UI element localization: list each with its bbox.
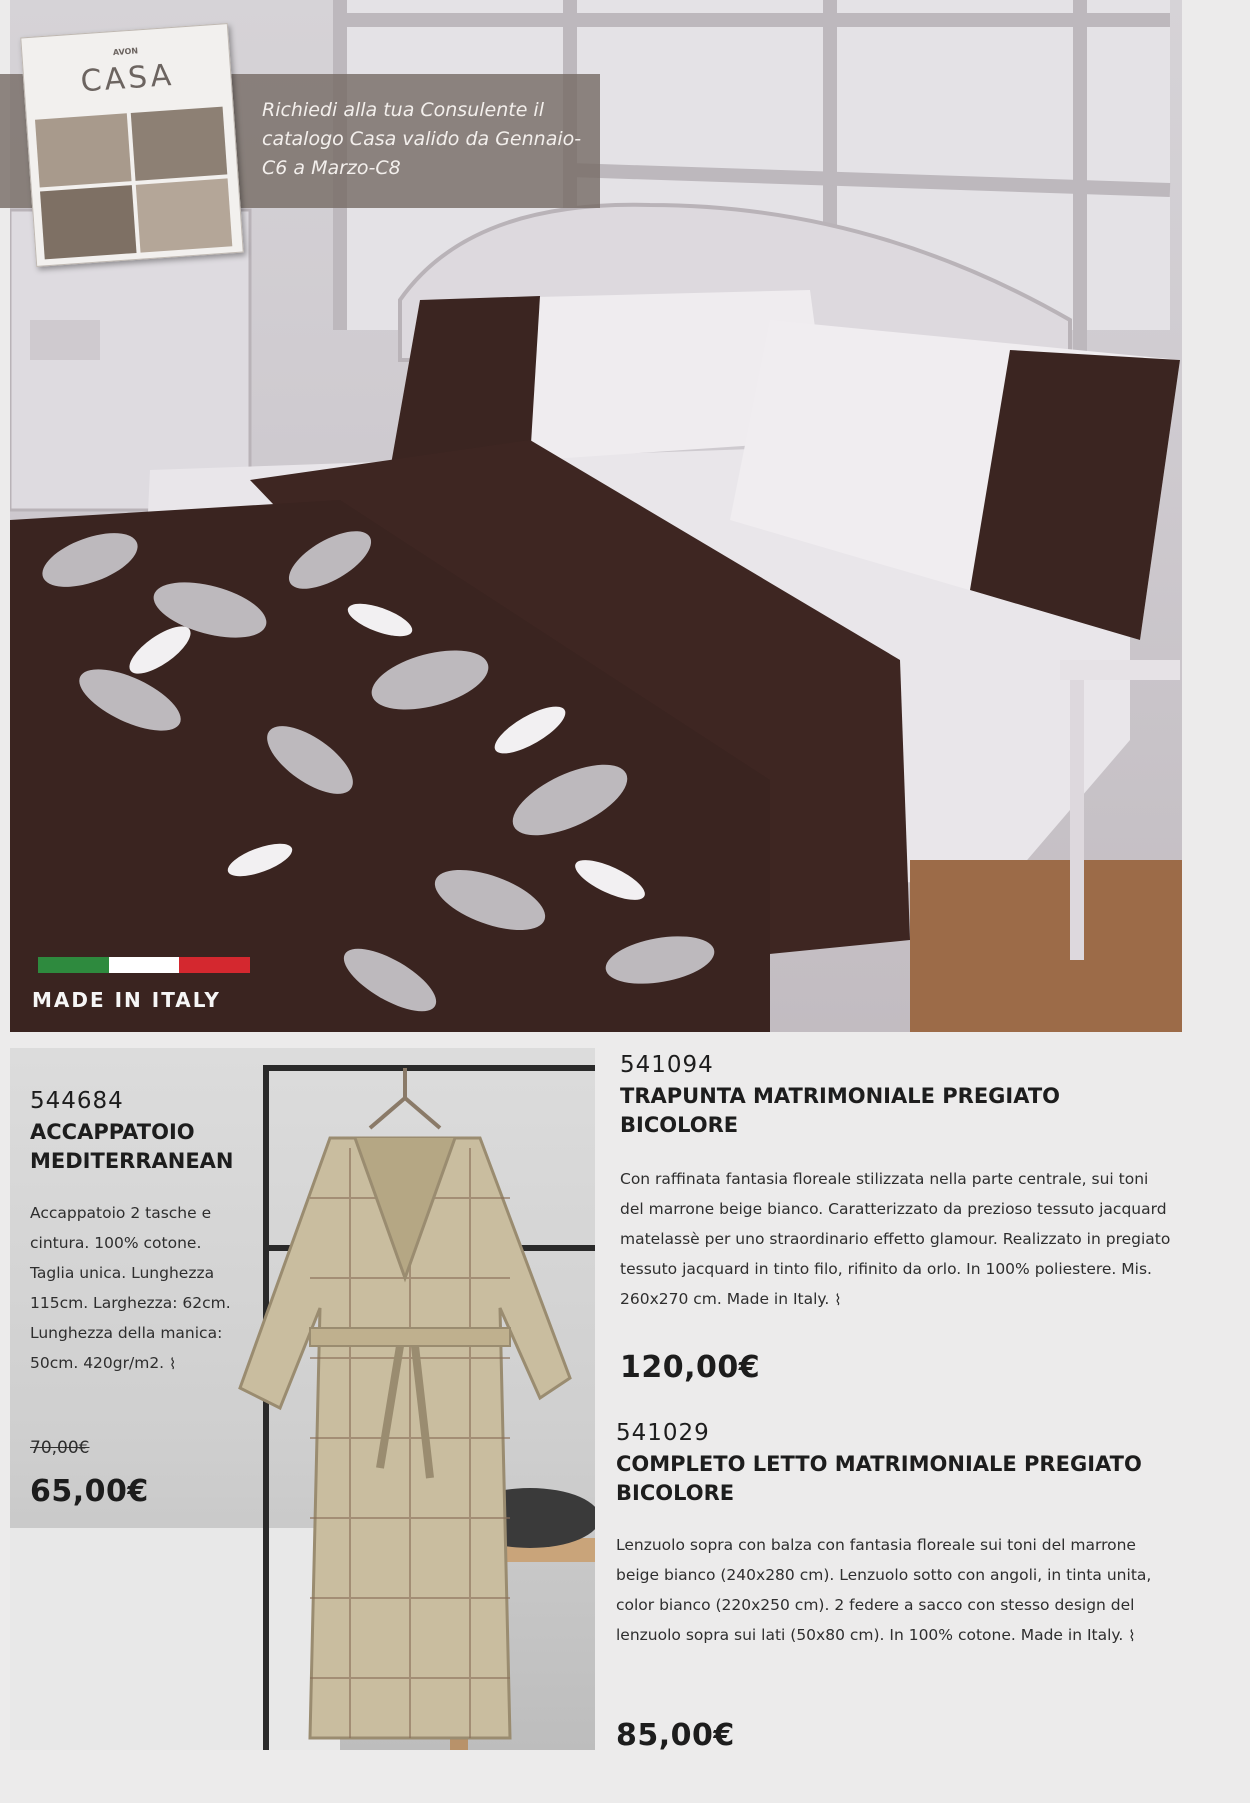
product-price: 120,00€	[620, 1350, 761, 1385]
product-description	[616, 1530, 1176, 1651]
product-title: COMPLETO LETTO MATRIMONIALE PREGIATO BICOLORE	[616, 1452, 1142, 1505]
flag-white-band	[109, 957, 180, 973]
flag-red-band	[179, 957, 250, 973]
italian-flag-icon	[38, 957, 250, 973]
product-description-text: Accappatoio 2 tasche e cintura. 100% cotone. Taglia unica. Lunghezza 115cm. Larghezza: 62cm. Lunghezza della manica: 50cm. 420gr/m2.	[30, 1204, 231, 1372]
catalog-thumbnail	[40, 185, 137, 259]
product-description-text: Lenzuolo sopra con balza con fantasia floreale sui toni del marrone beige bianco (240x280 cm). Lenzuolo sotto con angoli, in tinta unita, color bianco (220x250 cm). 2 federe a sacco con stesso design del lenzuolo sopra sui lati (50x80 cm). In 100% cotone. Made in Italy.	[616, 1536, 1152, 1644]
product-code: 544684	[30, 1088, 124, 1114]
promo-text: Richiedi alla tua Consulente il catalogo Casa valido da Gennaio-C6 a Marzo-C8	[262, 99, 582, 179]
wash-tub-icon: ⌇	[834, 1290, 842, 1309]
product-description	[30, 1198, 242, 1379]
product-old-price: 70,00€	[30, 1438, 90, 1458]
flag-green-band	[38, 957, 109, 973]
product-price: 65,00€	[30, 1474, 149, 1509]
product-description	[620, 1164, 1175, 1315]
catalog-thumbnail	[131, 107, 228, 181]
product-title: TRAPUNTA MATRIMONIALE PREGIATO BICOLORE	[620, 1084, 1061, 1137]
product-description-text: Con raffinata fantasia floreale stilizzata nella parte centrale, sui toni del marrone beige bianco. Caratterizzato da prezioso tessuto jacquard matelassè per uno straordinario effetto glamour. Realizzato in pregiato tessuto jacquard in tinto filo, rifinito da orlo. In 100% poliestere. Mis. 260x270 cm. Made in Italy.	[620, 1170, 1171, 1308]
casa-catalog-cover	[20, 23, 244, 267]
product-price: 85,00€	[616, 1718, 735, 1753]
wash-tub-icon: ⌇	[169, 1354, 177, 1373]
product-code: 541094	[620, 1052, 714, 1078]
wash-tub-icon: ⌇	[1128, 1626, 1136, 1645]
catalog-thumbnail	[35, 113, 132, 187]
catalog-brand: AVON	[112, 46, 139, 58]
catalog-title: CASA	[79, 57, 176, 100]
catalog-thumbnail	[136, 178, 233, 252]
product-title: ACCAPPATOIO MEDITERRANEAN	[30, 1120, 234, 1173]
made-in-italy-label: MADE IN ITALY	[32, 988, 221, 1012]
product-code: 541029	[616, 1420, 710, 1446]
